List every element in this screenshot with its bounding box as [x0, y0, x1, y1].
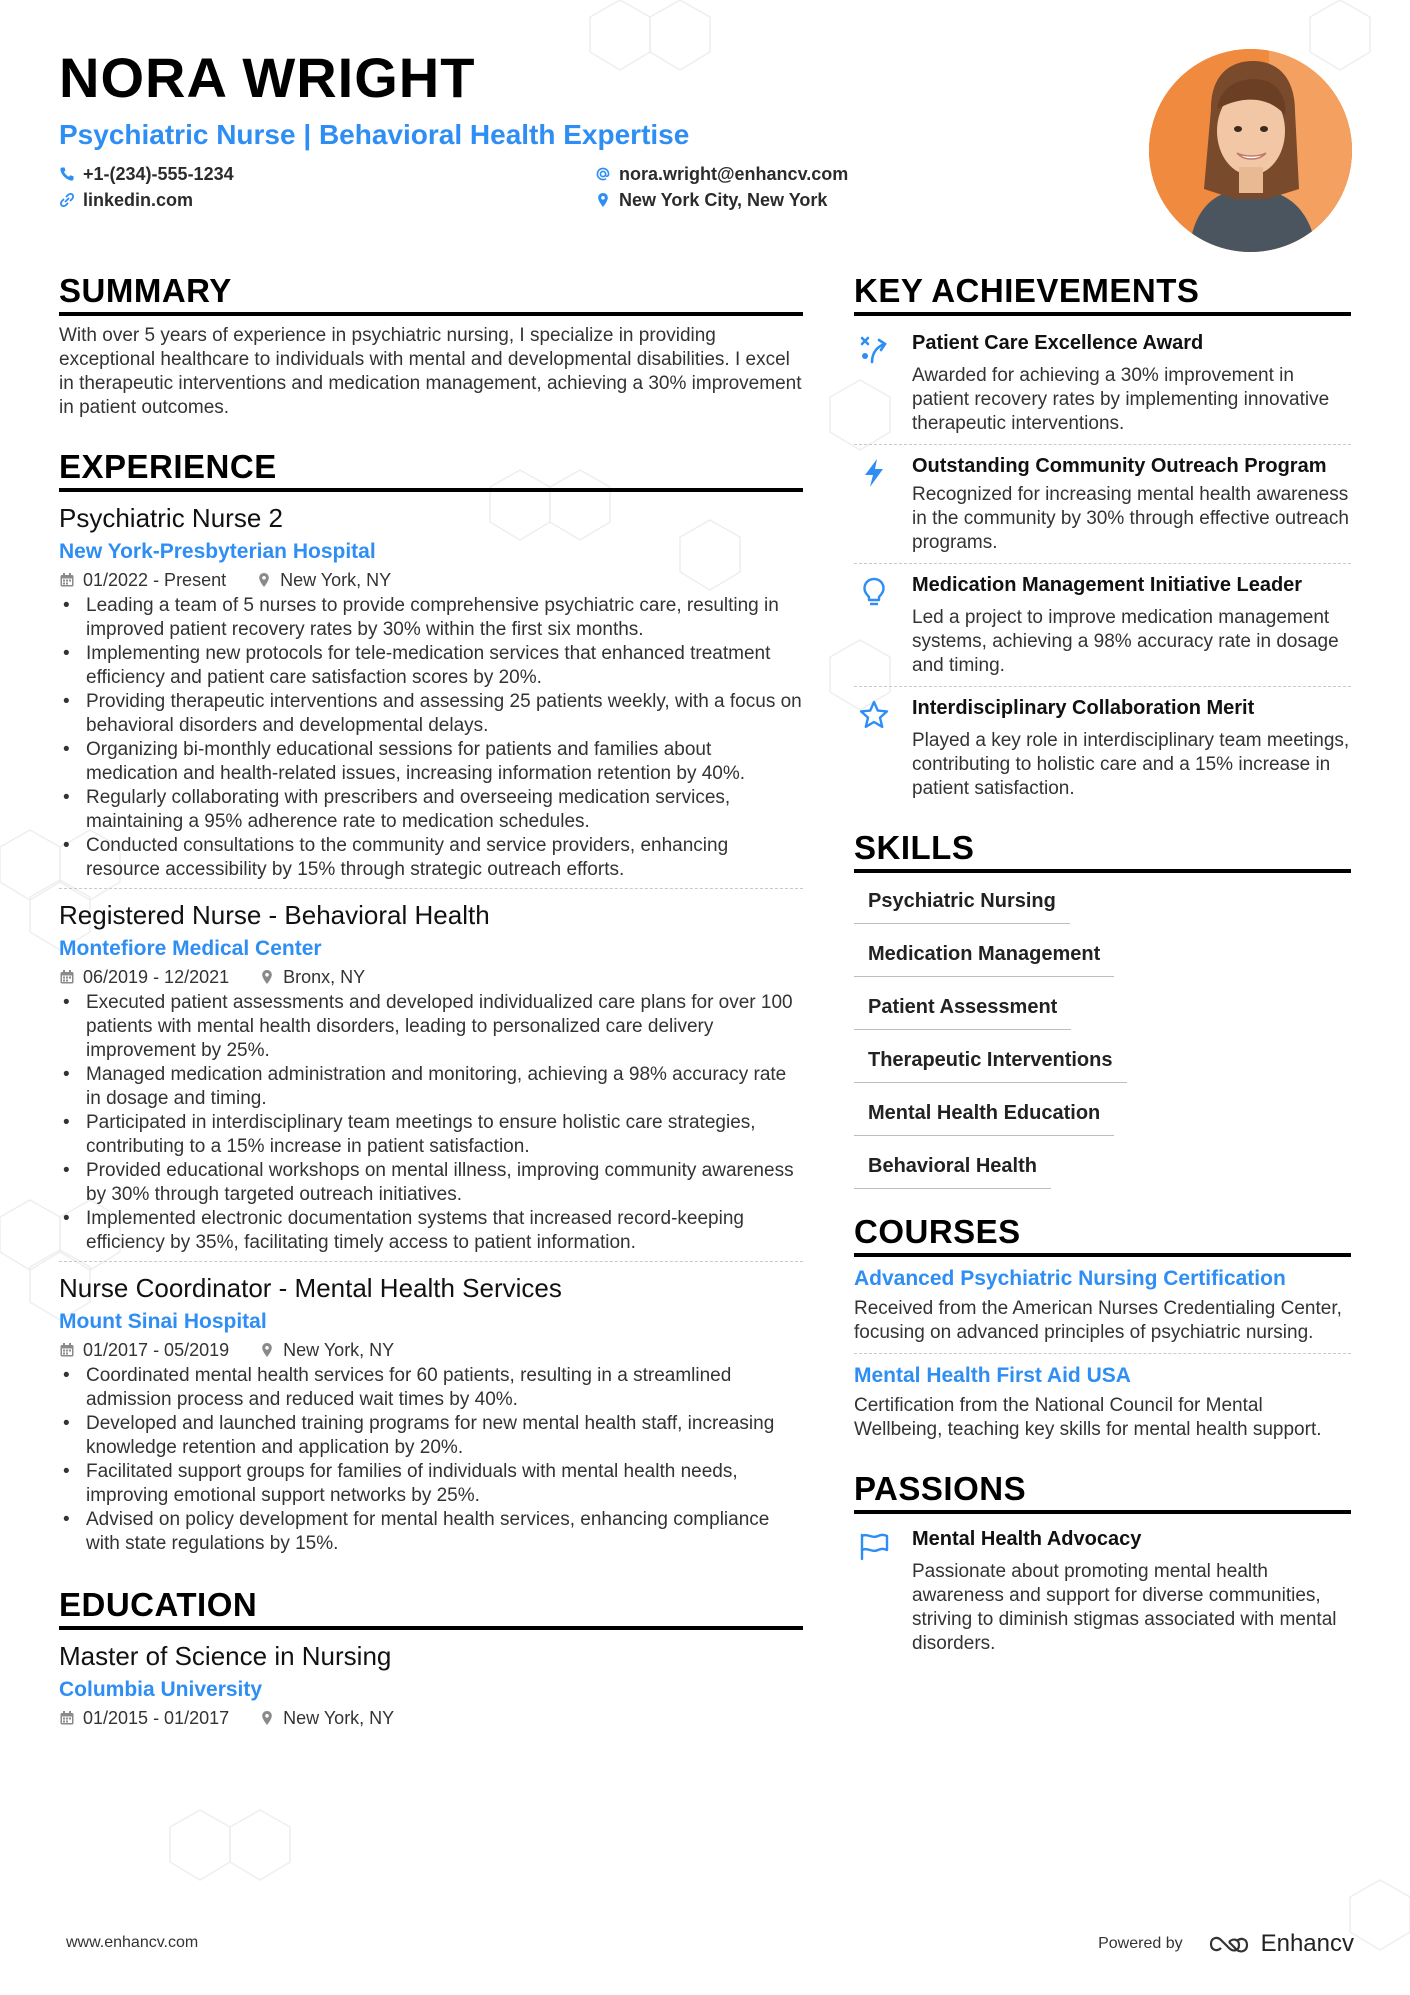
job-company[interactable]: Mount Sinai Hospital [59, 1310, 267, 1333]
job-bullet: • Conducted consultations to the community and service providers, enhancing resource accessibility by 15% through strategic outreach efforts. [59, 834, 803, 882]
job-meta [59, 568, 803, 592]
job-bullet: • Developed and launched training programs for new mental health staff, increasing knowledge retention and application by 20%. [59, 1412, 803, 1460]
job-dates-text: 01/2022 - Present [83, 570, 227, 590]
education-entry [59, 1640, 803, 1730]
job-bullet: • Implementing new protocols for tele-medication services that enhanced treatment efficiency and patient care satisfaction scores by 20%. [59, 642, 803, 690]
skill-tag: Psychiatric Nursing [854, 887, 1070, 924]
job-bullet: • Regularly collaborating with prescribers and overseeing medication services, maintaining a 95% adherence rate to medication schedules. [59, 786, 803, 834]
job-bullet: • Coordinated mental health services for 60 patients, resulting in a streamlined admission process and reduced wait times by 40%. [59, 1364, 803, 1412]
lightbulb-icon [854, 572, 894, 678]
job-bullet: • Advised on policy development for mental health services, enhancing compliance with state regulations by 15%. [59, 1508, 803, 1556]
achievement-desc: Played a key role in interdisciplinary team meetings, contributing to holistic care and a 15% increase in patient satisfaction. [912, 730, 1350, 799]
skill-tag: Mental Health Education [854, 1099, 1114, 1136]
job-dates [59, 965, 229, 989]
passions-section [854, 1470, 1351, 1664]
calendar-icon [59, 572, 75, 588]
job-location-text: New York, NY [280, 570, 392, 590]
tactics-icon [854, 330, 894, 436]
job-location-text: Bronx, NY [283, 967, 366, 987]
star-icon [854, 695, 894, 801]
summary-heading: SUMMARY [59, 272, 803, 316]
divider [854, 1353, 1351, 1354]
course-title[interactable]: Advanced Psychiatric Nursing Certification [854, 1267, 1286, 1290]
job-company[interactable]: New York-Presbyterian Hospital [59, 540, 376, 563]
linkedin-text: linkedin.com [83, 190, 194, 210]
job-title: Nurse Coordinator - Mental Health Services [59, 1273, 562, 1303]
passion-item [854, 1514, 1351, 1664]
skills-list [854, 887, 1351, 1189]
skills-heading: SKILLS [854, 829, 1351, 873]
left-column [59, 272, 803, 1730]
location-pin-icon [259, 1710, 275, 1726]
job-bullets [59, 991, 803, 1255]
achievements-section [854, 272, 1351, 809]
divider [59, 888, 803, 889]
job-bullet: • Implemented electronic documentation systems that increased record-keeping efficiency by 35%, facilitating timely access to patient information. [59, 1207, 803, 1255]
achievement-desc: Led a project to improve medication management systems, achieving a 98% accuracy rate in dosage and timing. [912, 607, 1339, 676]
skill-tag: Patient Assessment [854, 993, 1071, 1030]
job-company[interactable]: Montefiore Medical Center [59, 937, 322, 960]
job-dates [59, 1338, 229, 1362]
skill-tag: Therapeutic Interventions [854, 1046, 1127, 1083]
course-desc: Received from the American Nurses Credentialing Center, focusing on advanced principles of psychiatric nursing. [854, 1298, 1342, 1343]
job-bullets [59, 1364, 803, 1556]
location-text: New York City, New York [619, 190, 828, 210]
passions-heading: PASSIONS [854, 1470, 1351, 1514]
calendar-icon [59, 1710, 75, 1726]
education-dates [59, 1706, 229, 1730]
brand-logo[interactable] [1207, 1930, 1354, 1958]
courses-section [854, 1213, 1351, 1442]
right-column [854, 272, 1351, 1664]
education-section [59, 1586, 803, 1730]
skill-tag: Behavioral Health [854, 1152, 1051, 1189]
job-title: Psychiatric Nurse 2 [59, 503, 283, 533]
location-pin-icon [256, 572, 272, 588]
location-pin-icon [595, 192, 611, 208]
achievement-title: Interdisciplinary Collaboration Merit [912, 697, 1255, 719]
contact-info [59, 162, 1159, 218]
skill-tag: Medication Management [854, 940, 1114, 977]
degree-title: Master of Science in Nursing [59, 1641, 392, 1671]
education-dates-text: 01/2015 - 01/2017 [83, 1708, 230, 1728]
education-location-text: New York, NY [283, 1708, 395, 1728]
job-meta [59, 965, 803, 989]
footer-website[interactable]: www.enhancv.com [66, 1934, 199, 1951]
candidate-headline: Psychiatric Nurse | Behavioral Health Expertise [59, 119, 690, 150]
job-bullet: • Leading a team of 5 nurses to provide comprehensive psychiatric care, resulting in improved patient recovery rates by 30% within the first six months. [59, 594, 803, 642]
divider [59, 1261, 803, 1262]
email-text: nora.wright@enhancv.com [619, 164, 849, 184]
at-icon [595, 166, 611, 182]
phone-icon [59, 166, 75, 182]
job-meta [59, 1338, 803, 1362]
contact-linkedin[interactable] [59, 188, 193, 212]
education-heading: EDUCATION [59, 1586, 803, 1630]
job-bullet: • Provided educational workshops on mental illness, improving community awareness by 30% through targeted outreach initiatives. [59, 1159, 803, 1207]
job-entry [59, 899, 803, 1262]
contact-phone[interactable] [59, 162, 234, 186]
course-desc: Certification from the National Council for Mental Wellbeing, teaching key skills for mental health support. [854, 1395, 1322, 1440]
achievement-title: Patient Care Excellence Award [912, 332, 1204, 354]
powered-by-text: Powered by [1098, 1935, 1183, 1952]
link-icon [59, 192, 75, 208]
lightning-icon [854, 453, 894, 555]
course-title[interactable]: Mental Health First Aid USA [854, 1364, 1131, 1387]
education-location [259, 1706, 394, 1730]
job-dates-text: 06/2019 - 12/2021 [83, 967, 230, 987]
school-name[interactable]: Columbia University [59, 1678, 263, 1701]
job-bullets [59, 594, 803, 882]
job-location-text: New York, NY [283, 1340, 395, 1360]
achievement-title: Medication Management Initiative Leader [912, 574, 1303, 596]
avatar-illustration [1149, 49, 1352, 252]
job-entry [59, 1272, 803, 1556]
skills-section [854, 829, 1351, 1189]
experience-heading: EXPERIENCE [59, 448, 803, 492]
job-entry [59, 502, 803, 889]
achievements-heading: KEY ACHIEVEMENTS [854, 272, 1351, 316]
achievement-desc: Recognized for increasing mental health awareness in the community by 30% through effective outreach programs. [912, 484, 1349, 553]
job-bullet: • Facilitated support groups for families of individuals with mental health needs, improving emotional support networks by 25%. [59, 1460, 803, 1508]
job-bullet: • Managed medication administration and monitoring, achieving a 98% accuracy rate in dosage and timing. [59, 1063, 803, 1111]
experience-section [59, 448, 803, 1556]
candidate-name: NORA WRIGHT [59, 46, 476, 109]
profile-photo [1149, 49, 1352, 252]
job-dates-text: 01/2017 - 05/2019 [83, 1340, 230, 1360]
achievement-item [854, 316, 1351, 444]
footer-branding [1098, 1930, 1354, 1958]
enhancv-logo-icon [1207, 1933, 1251, 1955]
job-bullet: • Providing therapeutic interventions and assessing 25 patients weekly, with a focus on behavioral disorders and developmental delays. [59, 690, 803, 738]
brand-name: Enhancv [1260, 1930, 1354, 1957]
resume-header [59, 46, 1159, 218]
calendar-icon [59, 1342, 75, 1358]
job-dates [59, 568, 226, 592]
achievement-item [854, 564, 1351, 686]
courses-heading: COURSES [854, 1213, 1351, 1257]
job-title: Registered Nurse - Behavioral Health [59, 900, 490, 930]
education-meta [59, 1706, 803, 1730]
job-location [256, 568, 391, 592]
job-bullet: • Organizing bi-monthly educational sessions for patients and families about medication and health-related issues, increasing information retention by 40%. [59, 738, 803, 786]
contact-email[interactable] [595, 162, 848, 186]
job-location [259, 965, 365, 989]
achievement-desc: Awarded for achieving a 30% improvement in patient recovery rates by implementing innovative therapeutic interventions. [912, 365, 1330, 434]
job-bullet: • Executed patient assessments and developed individualized care plans for over 100 patients with mental health disorders, leading to personalized care delivery improvement by 25%. [59, 991, 803, 1063]
achievement-item [854, 687, 1351, 809]
passion-title: Mental Health Advocacy [912, 1528, 1142, 1550]
achievement-title: Outstanding Community Outreach Program [912, 455, 1327, 477]
phone-text: +1-(234)-555-1234 [83, 164, 234, 184]
location-pin-icon [259, 969, 275, 985]
summary-text: With over 5 years of experience in psychiatric nursing, I specialize in providing exceptional healthcare to individuals with mental and developmental disabilities. I excel in therapeutic interventions and medication management, achieving a 30% improvement in patient outcomes. [59, 325, 802, 418]
location-pin-icon [259, 1342, 275, 1358]
job-bullet: • Participated in interdisciplinary team meetings to ensure holistic care strategies, contributing to a 15% increase in patient satisfaction. [59, 1111, 803, 1159]
calendar-icon [59, 969, 75, 985]
footer [66, 1930, 1354, 1960]
summary-section [59, 272, 803, 420]
contact-location [595, 188, 827, 212]
job-location [259, 1338, 394, 1362]
passion-desc: Passionate about promoting mental health awareness and support for diverse communities, striving to diminish stigmas associated with mental disorders. [912, 1561, 1337, 1654]
achievement-item [854, 445, 1351, 563]
flag-icon [854, 1526, 894, 1656]
